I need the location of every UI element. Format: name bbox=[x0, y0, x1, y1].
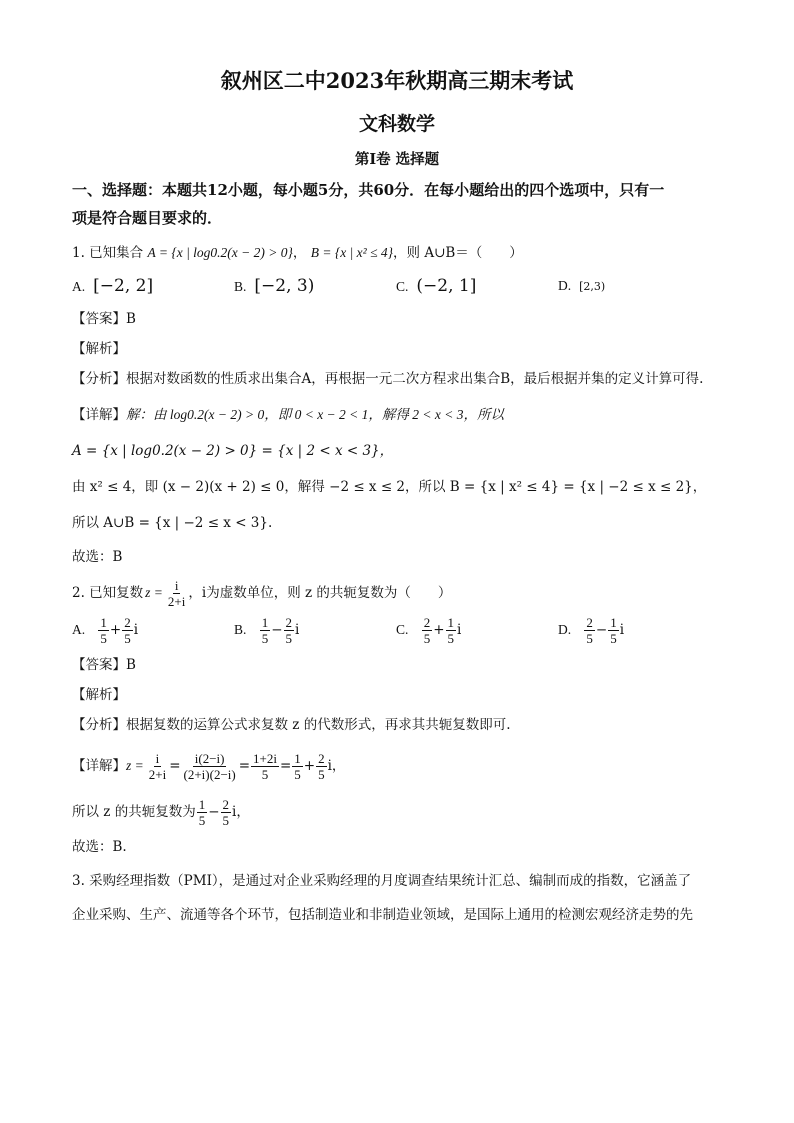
q1-detail-4: 所以 A∪B = {x | −2 ≤ x < 3}. bbox=[72, 515, 273, 531]
q2-option-a: A. $\frac{1}{5}$ + $\frac{2}{5}$ i bbox=[72, 614, 139, 646]
q2-fraction: $\frac{i}{2+i}$ bbox=[167, 577, 186, 609]
q2-fenxi-text: 根据复数的运算公式求复数 z 的代数形式，再求其共轭复数即可. bbox=[126, 717, 511, 733]
q1-choose: 故选：B bbox=[72, 549, 123, 565]
q1-fenxi bbox=[72, 364, 722, 394]
q2-z: z = bbox=[145, 585, 163, 600]
q2-tail: ，i为虚数单位，则 z 的共轭复数为（ ） bbox=[188, 585, 452, 601]
q2-option-c: C. $\frac{2}{5}$ + $\frac{1}{5}$ i bbox=[396, 614, 462, 646]
q1-fenxi-label: 【分析】 bbox=[72, 371, 126, 387]
q1-detail-label: 【详解】 bbox=[72, 407, 126, 423]
exam-page bbox=[72, 66, 722, 930]
q1-option-a: A. [−2, 2] bbox=[72, 275, 154, 296]
q1-fenxi-text: 根据对数函数的性质求出集合A，再根据一元二次方程求出集合B，最后根据并集的定义计算可得. bbox=[126, 371, 704, 387]
exam-part: 第Ⅰ卷 选择题 bbox=[354, 151, 440, 168]
q1-answer: 【答案】B bbox=[72, 311, 136, 327]
q2-conjugate: 所以 z 的共轭复数为 $\frac{1}{5}$ − $\frac{2}{5}$ i， bbox=[72, 796, 250, 828]
q1-detail-1 bbox=[72, 400, 722, 430]
q2-answer: 【答案】B bbox=[72, 657, 136, 673]
q1-detail-3: 由 x² ≤ 4，即 (x − 2)(x + 2) ≤ 0，解得 −2 ≤ x ≤ 2，所以 B = {x | x² ≤ 4} = {x | −2 ≤ x ≤ 2}， bbox=[72, 479, 707, 495]
q2-fenxi bbox=[72, 710, 722, 740]
q1-tail: ，则 A∪B＝（ ） bbox=[393, 245, 523, 261]
section-line-1: 一、选择题：本题共12小题，每小题5分，共60分．在每小题给出的四个选项中，只有一 bbox=[72, 181, 665, 199]
q1-analysis-tag: 【解析】 bbox=[72, 341, 126, 357]
q1-comma: ， bbox=[292, 245, 307, 261]
q2-choose: 故选：B. bbox=[72, 839, 127, 855]
exam-subject: 文科数学 bbox=[358, 113, 435, 135]
q1-options bbox=[72, 268, 722, 304]
q2-option-b: B. $\frac{1}{5}$ − $\frac{2}{5}$ i bbox=[234, 614, 300, 646]
q2-fenxi-label: 【分析】 bbox=[72, 717, 126, 733]
q2-option-d: D. $\frac{2}{5}$ − $\frac{1}{5}$ i bbox=[558, 614, 625, 646]
q1-set-b: B = {x | x² ≤ 4} bbox=[310, 245, 394, 260]
q1-stem: 1. 已知集合 bbox=[72, 245, 144, 261]
q2-stem: 2. 已知复数 bbox=[72, 585, 144, 601]
question-1 bbox=[72, 238, 722, 268]
q1-option-c: C. (−2, 1] bbox=[396, 275, 477, 296]
q2-analysis-tag: 【解析】 bbox=[72, 687, 126, 703]
q2-options bbox=[72, 610, 722, 650]
q1-option-d: D. [2,3) bbox=[558, 277, 606, 293]
question-3-line-1: 3. 采购经理指数（PMI），是通过对企业采购经理的月度调查结果统计汇总、编制而成的指数，它涵盖了 bbox=[72, 873, 692, 889]
question-2 bbox=[72, 576, 722, 610]
q1-detail-text: 解：由 log0.2(x − 2) > 0，即 0 < x − 2 < 1，解得 2 < x < 3，所以 bbox=[126, 407, 504, 422]
q1-set-a: A = {x | log0.2(x − 2) > 0} bbox=[147, 245, 293, 260]
q2-detail: 【详解】 z = $\frac{i}{2+i}$ = $\frac{i(2-i)}{(2+i)(2-i)}$ = $\frac{1+2i}{5}$ = $\frac{1}{5}$ + $\frac{2}{5}$ i， bbox=[72, 750, 346, 782]
q1-detail-2: A = {x | log0.2(x − 2) > 0} = {x | 2 < x < 3}， bbox=[72, 443, 394, 459]
section-instructions bbox=[72, 176, 722, 232]
q1-option-b: B. [−2, 3) bbox=[234, 275, 315, 296]
exam-title: 叙州区二中2023年秋期高三期末考试 bbox=[220, 68, 574, 93]
q2-detail-label: 【详解】 bbox=[72, 758, 126, 774]
question-3-line-2: 企业采购、生产、流通等各个环节，包括制造业和非制造业领域，是国际上通用的检测宏观经济走势的先 bbox=[72, 907, 693, 923]
section-line-2: 项是符合题目要求的． bbox=[72, 209, 223, 227]
